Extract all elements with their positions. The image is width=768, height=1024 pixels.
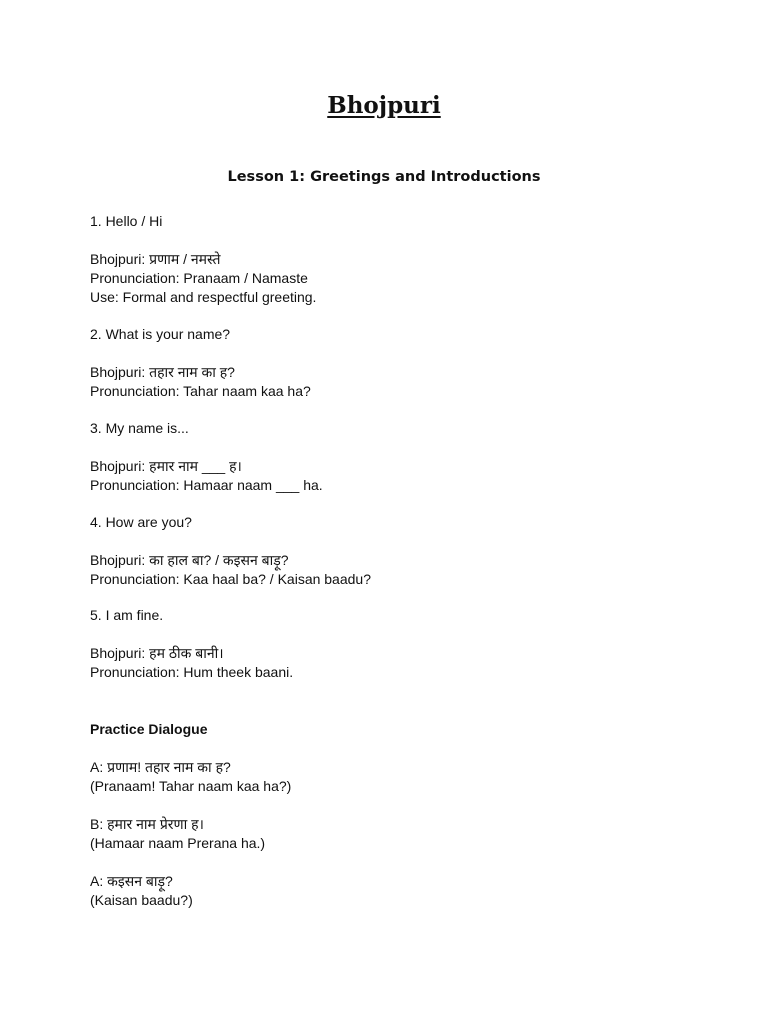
phrase-bhojpuri: Bhojpuri: का हाल बा? / कइसन बाड़ू? — [90, 552, 289, 568]
dialogue-translit: (Hamaar naam Prerana ha.) — [90, 835, 266, 851]
phrase-bhojpuri: Bhojpuri: तहार नाम का ह? — [90, 364, 235, 380]
phrase-4 — [90, 513, 690, 589]
practice-dialogue — [90, 720, 690, 910]
phrase-heading: 5. I am fine. — [90, 607, 164, 623]
dialogue-line: A: प्रणाम! तहार नाम का ह? — [90, 759, 231, 775]
page-title: Bhojpuri — [327, 92, 441, 119]
phrase-pronunciation: Pronunciation: Hamaar naam ___ ha. — [90, 477, 323, 493]
phrase-use: Use: Formal and respectful greeting. — [90, 289, 317, 305]
phrase-2 — [90, 325, 690, 401]
phrase-pronunciation: Pronunciation: Hum theek baani. — [90, 664, 294, 680]
dialogue-translit: (Kaisan baadu?) — [90, 892, 193, 908]
phrase-bhojpuri: Bhojpuri: प्रणाम / नमस्ते — [90, 251, 221, 267]
dialogue-line: A: कइसन बाड़ू? — [90, 873, 173, 889]
phrase-1 — [90, 212, 690, 307]
phrase-3 — [90, 419, 690, 495]
phrase-heading: 4. How are you? — [90, 514, 192, 530]
phrase-bhojpuri: Bhojpuri: हम ठीक बानी। — [90, 645, 224, 661]
phrase-heading: 1. Hello / Hi — [90, 213, 163, 229]
phrase-heading: 3. My name is... — [90, 420, 189, 436]
dialogue-translit: (Pranaam! Tahar naam kaa ha?) — [90, 778, 292, 794]
phrase-pronunciation: Pronunciation: Pranaam / Namaste — [90, 270, 308, 286]
phrase-5 — [90, 606, 690, 682]
dialogue-line: B: हमार नाम प्रेरणा ह। — [90, 816, 204, 832]
phrase-pronunciation: Pronunciation: Kaa haal ba? / Kaisan baadu? — [90, 571, 371, 587]
lesson-heading: Lesson 1: Greetings and Introductions — [227, 169, 541, 185]
phrase-bhojpuri: Bhojpuri: हमार नाम ___ ह। — [90, 458, 242, 474]
phrase-pronunciation: Pronunciation: Tahar naam kaa ha? — [90, 383, 311, 399]
phrase-heading: 2. What is your name? — [90, 326, 231, 342]
dialogue-heading: Practice Dialogue — [90, 721, 208, 737]
